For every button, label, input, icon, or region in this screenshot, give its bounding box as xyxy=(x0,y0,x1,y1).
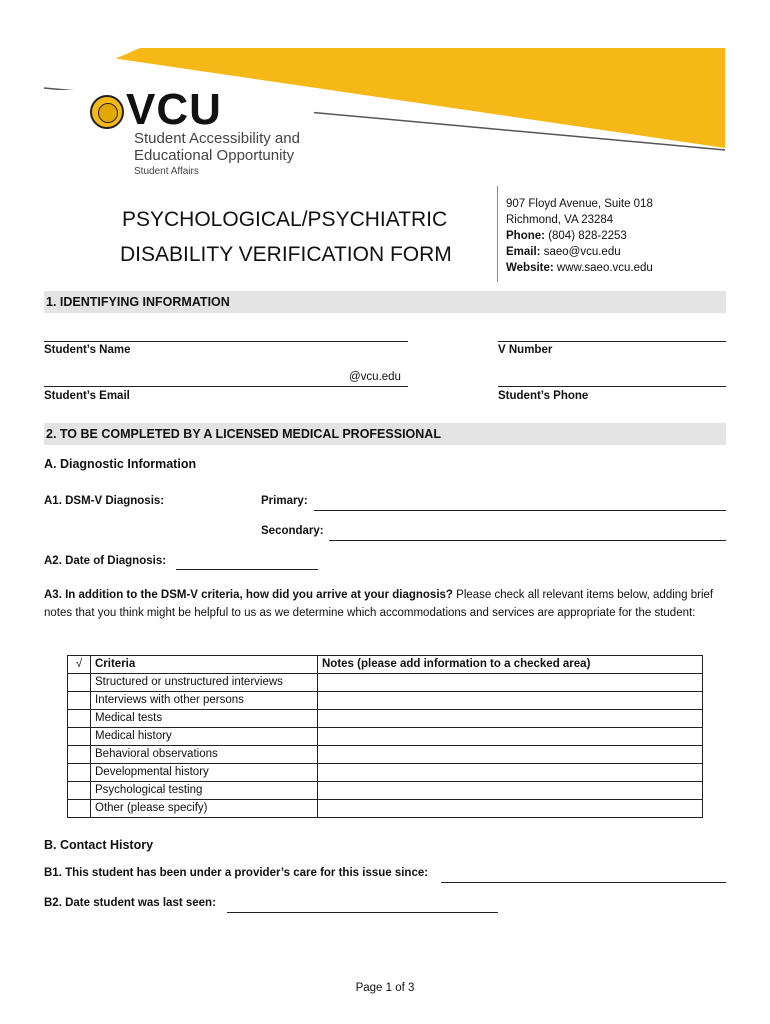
a1-label: A1. DSM-V Diagnosis: xyxy=(44,495,165,507)
row-checkbox[interactable] xyxy=(68,710,91,728)
criteria-cell: Psychological testing xyxy=(91,782,318,800)
vcu-seal-icon xyxy=(90,95,124,129)
table-row xyxy=(68,800,703,818)
row-checkbox[interactable] xyxy=(68,746,91,764)
date-of-diagnosis-field[interactable] xyxy=(176,569,318,570)
care-since-field[interactable] xyxy=(441,882,726,883)
table-row xyxy=(68,728,703,746)
row-checkbox[interactable] xyxy=(68,782,91,800)
table-row xyxy=(68,782,703,800)
website-label: Website: xyxy=(506,262,554,274)
secondary-diagnosis-field[interactable] xyxy=(329,540,726,541)
criteria-cell: Interviews with other persons xyxy=(91,692,318,710)
email-label: Email: xyxy=(506,246,541,258)
section2-header xyxy=(44,423,726,445)
table-row xyxy=(68,674,703,692)
a3-paragraph xyxy=(44,586,724,622)
student-phone-field[interactable] xyxy=(498,386,726,387)
criteria-cell: Behavioral observations xyxy=(91,746,318,764)
subsection-a-title: A. Diagnostic Information xyxy=(44,457,197,471)
primary-diagnosis-field[interactable] xyxy=(314,510,726,511)
email-value[interactable]: saeo@vcu.edu xyxy=(543,246,621,258)
notes-cell[interactable] xyxy=(318,764,703,782)
criteria-table xyxy=(67,655,703,818)
table-row xyxy=(68,692,703,710)
address-line1: 907 Floyd Avenue, Suite 018 xyxy=(506,198,653,210)
notes-cell[interactable] xyxy=(318,692,703,710)
table-row xyxy=(68,764,703,782)
notes-column-header: Notes (please add information to a checked area) xyxy=(318,656,703,674)
a3-instructions: Please check all relevant items below, adding brief notes that you think might be helpful to us as we determine which accommodations and services are appropriate for the student: xyxy=(44,589,714,619)
criteria-cell: Medical history xyxy=(91,728,318,746)
v-number-label: V Number xyxy=(498,344,553,356)
a2-label: A2. Date of Diagnosis: xyxy=(44,555,167,567)
dept-name-line2: Educational Opportunity xyxy=(134,147,295,164)
b1-label: B1. This student has been under a provider’s care for this issue since: xyxy=(44,867,429,879)
criteria-cell: Developmental history xyxy=(91,764,318,782)
dept-name-line1: Student Accessibility and xyxy=(134,130,300,147)
email-suffix: @vcu.edu xyxy=(349,371,401,383)
criteria-cell: Other (please specify) xyxy=(91,800,318,818)
website-value[interactable]: www.saeo.vcu.edu xyxy=(556,262,653,274)
b2-label: B2. Date student was last seen: xyxy=(44,897,216,909)
email-line xyxy=(506,244,621,260)
criteria-header-row xyxy=(68,656,703,674)
address-line2: Richmond, VA 23284 xyxy=(506,214,614,226)
row-checkbox[interactable] xyxy=(68,692,91,710)
row-checkbox[interactable] xyxy=(68,800,91,818)
student-email-field[interactable] xyxy=(44,386,408,387)
table-row xyxy=(68,746,703,764)
form-title-line2: DISABILITY VERIFICATION FORM xyxy=(120,243,452,266)
criteria-cell: Structured or unstructured interviews xyxy=(91,674,318,692)
student-name-label: Student’s Name xyxy=(44,344,131,356)
secondary-label: Secondary: xyxy=(261,525,324,537)
check-column-header: √ xyxy=(68,656,91,674)
section1-title: 1. IDENTIFYING INFORMATION xyxy=(46,295,230,309)
notes-cell[interactable] xyxy=(318,746,703,764)
criteria-column-header: Criteria xyxy=(91,656,318,674)
phone-value: (804) 828-2253 xyxy=(548,230,627,242)
dept-name-line3: Student Affairs xyxy=(134,166,199,177)
section1-header xyxy=(44,291,726,313)
student-name-field[interactable] xyxy=(44,341,408,342)
last-seen-field[interactable] xyxy=(227,912,498,913)
row-checkbox[interactable] xyxy=(68,674,91,692)
row-checkbox[interactable] xyxy=(68,764,91,782)
primary-label: Primary: xyxy=(261,495,308,507)
a3-question: A3. In addition to the DSM-V criteria, how did you arrive at your diagnosis? xyxy=(44,589,453,601)
section2-title: 2. TO BE COMPLETED BY A LICENSED MEDICAL PROFESSIONAL xyxy=(46,427,441,441)
notes-cell[interactable] xyxy=(318,800,703,818)
phone-line xyxy=(506,228,627,244)
row-checkbox[interactable] xyxy=(68,728,91,746)
logo-vcu: VCU xyxy=(126,85,222,134)
student-email-label: Student’s Email xyxy=(44,390,130,402)
phone-label: Phone: xyxy=(506,230,545,242)
subsection-b-title: B. Contact History xyxy=(44,838,154,852)
notes-cell[interactable] xyxy=(318,674,703,692)
student-phone-label: Student’s Phone xyxy=(498,390,589,402)
page-number: Page 1 of 3 xyxy=(355,982,415,994)
divider xyxy=(497,186,498,282)
v-number-field[interactable] xyxy=(498,341,726,342)
notes-cell[interactable] xyxy=(318,710,703,728)
notes-cell[interactable] xyxy=(318,728,703,746)
table-row xyxy=(68,710,703,728)
criteria-cell: Medical tests xyxy=(91,710,318,728)
notes-cell[interactable] xyxy=(318,782,703,800)
form-title-line1: PSYCHOLOGICAL/PSYCHIATRIC xyxy=(122,208,448,231)
website-line xyxy=(506,260,653,276)
